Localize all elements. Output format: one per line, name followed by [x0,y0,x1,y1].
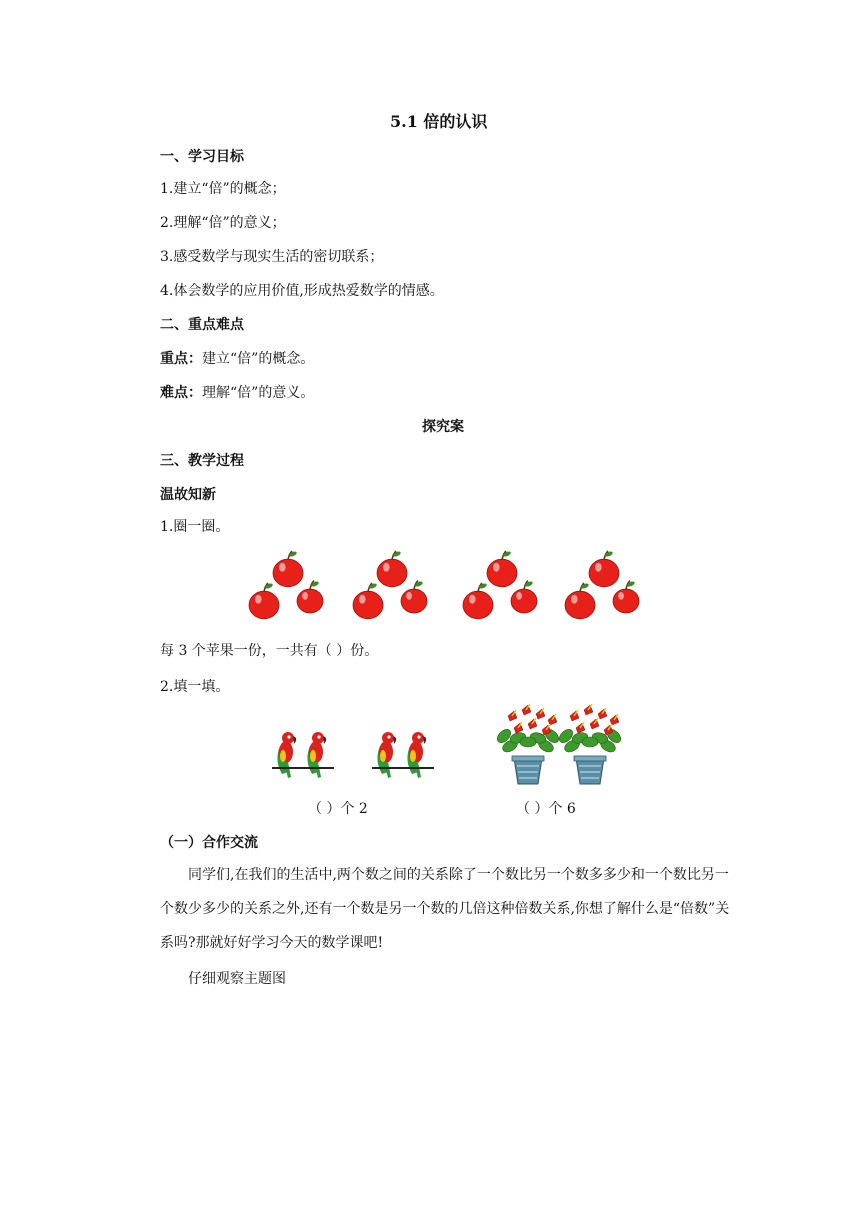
cooperation-heading: （一）合作交流 [160,835,258,851]
apple-group [353,550,427,618]
apple-icon [511,580,537,612]
observe-line: 仔细观察主题图 [188,971,286,987]
apple-icon [589,550,619,586]
apple-group [249,550,323,618]
apple-icon [353,582,383,618]
flower-pots-figure [494,702,624,788]
difficult-point-text: 理解“倍”的意义。 [202,385,315,401]
parrot-icon [407,732,426,778]
key-point-text: 建立“倍”的概念。 [202,351,315,367]
apple-icon [273,550,303,586]
parrot-icon [377,732,396,778]
parrot-group [272,732,334,778]
goal-item: 2.理解“倍”的意义； [160,215,286,231]
apple-icon [249,582,279,618]
parrot-caption: （ ）个 2 [308,801,368,817]
apple-icon [613,580,639,612]
question-1: 1.圈一圈。 [160,519,230,535]
apple-icon [487,550,517,586]
parrot-groups-figure [270,728,440,788]
difficult-point-line [160,384,314,402]
goal-item: 4.体会数学的应用价值,形成热爱数学的情感。 [160,283,444,299]
apple-groups-figure [244,552,644,624]
flower-caption: （ ）个 6 [516,801,576,817]
apple-icon [377,550,407,586]
apple-icon [401,580,427,612]
question-2: 2.填一填。 [160,679,230,695]
section-heading-key-points: 二、重点难点 [160,317,244,333]
apple-icon [297,580,323,612]
page-title: 5.1 倍的认识 [390,112,488,131]
parrot-group [372,732,434,778]
parrot-icon [277,732,296,778]
cooperation-paragraph: 同学们,在我们的生活中,两个数之间的关系除了一个数比另一个数多多少和一个数比另一个数少多少的关系之外,还有一个数是另一个数的几倍这种倍数关系,你想了解什么是“倍数”关系吗?那就好好学习今天的数学课吧! [160,867,730,951]
apple-icon [565,582,595,618]
flower-pot-icon [495,704,561,784]
parrot-icon [307,732,326,778]
apple-group [463,550,537,618]
section-heading-goals: 一、学习目标 [160,149,244,165]
explore-heading: 探究案 [422,419,464,435]
review-heading: 温故知新 [160,487,216,503]
apple-group [565,550,639,618]
goal-item: 3.感受数学与现实生活的密切联系； [160,249,384,265]
goal-item: 1.建立“倍”的概念； [160,181,286,197]
apple-icon [463,582,493,618]
key-point-line [160,350,314,368]
difficult-point-label: 难点： [160,385,202,401]
key-point-label: 重点： [160,351,202,367]
section-heading-process: 三、教学过程 [160,453,244,469]
flower-pot-icon [557,704,623,784]
question-1-fill: 每 3 个苹果一份，一共有（ ）份。 [160,643,379,659]
